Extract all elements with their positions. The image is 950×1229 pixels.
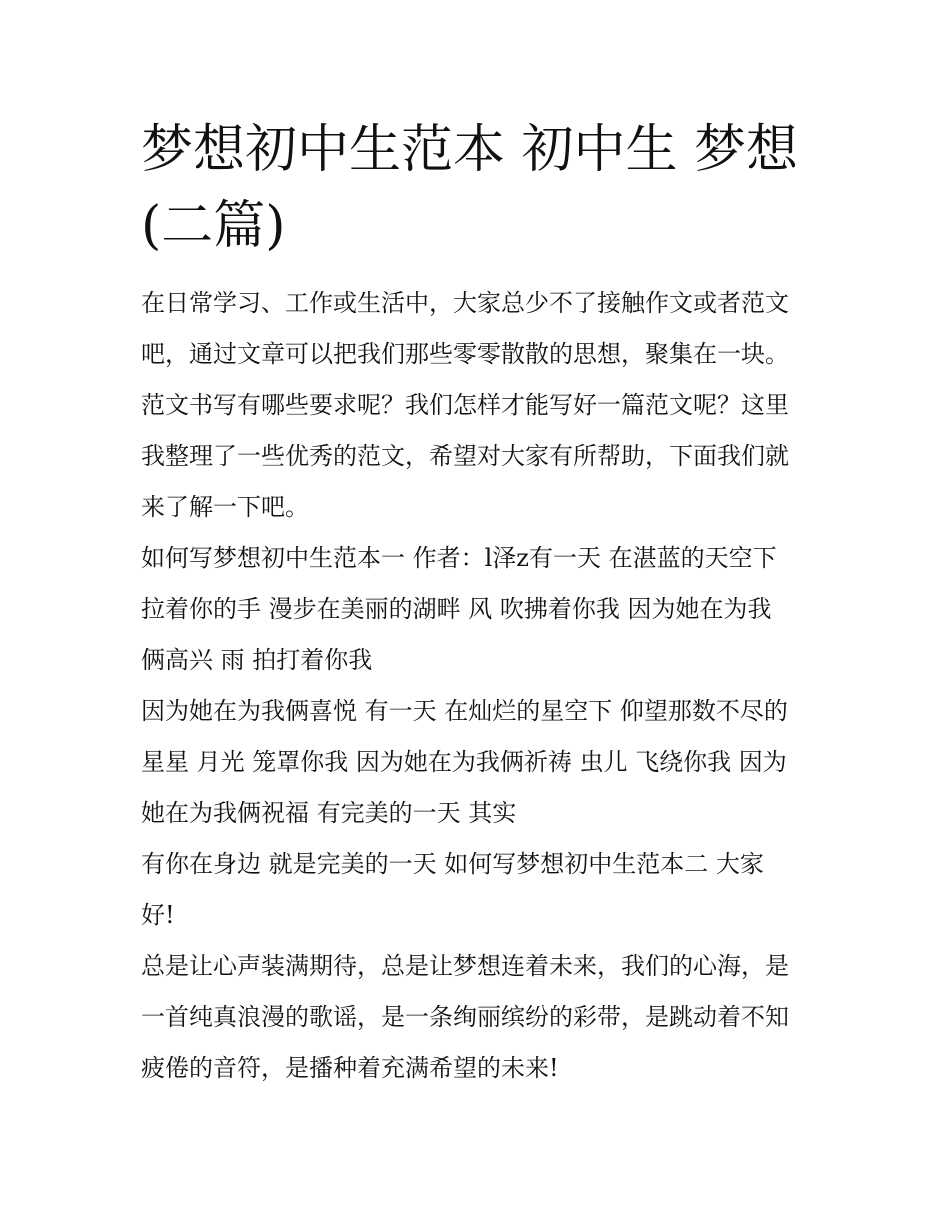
body-line: 如何写梦想初中生范本一 作者：l泽z有一天 在湛蓝的天空下 xyxy=(141,544,777,572)
body-line: 吧，通过文章可以把我们那些零零散散的思想，聚集在一块。 xyxy=(141,340,789,368)
body-line: 有你在身边 就是完美的一天 如何写梦想初中生范本二 大家 xyxy=(141,850,764,878)
body-line: 疲倦的音符，是播种着充满希望的未来! xyxy=(141,1054,559,1082)
document-title xyxy=(141,112,821,264)
body-line: 俩高兴 雨 拍打着你我 xyxy=(141,646,373,674)
body-line: 范文书写有哪些要求呢？我们怎样才能写好一篇范文呢？这里 xyxy=(141,391,789,419)
body-line: 星星 月光 笼罩你我 因为她在为我俩祈祷 虫儿 飞绕你我 因为 xyxy=(141,748,787,776)
body-line: 总是让心声装满期待，总是让梦想连着未来，我们的心海，是 xyxy=(141,952,789,980)
body-line: 来了解一下吧。 xyxy=(141,493,309,521)
body-line: 拉着你的手 漫步在美丽的湖畔 风 吹拂着你我 因为她在为我 xyxy=(141,595,772,623)
title-line: (二篇) xyxy=(141,196,286,256)
document-body xyxy=(141,278,821,1094)
body-line: 一首纯真浪漫的歌谣，是一条绚丽缤纷的彩带，是跳动着不知 xyxy=(141,1003,789,1031)
title-line: 梦想初中生范本 初中生 梦想 xyxy=(141,120,799,180)
body-line: 我整理了一些优秀的范文，希望对大家有所帮助，下面我们就 xyxy=(141,442,789,470)
body-line: 她在为我俩祝福 有完美的一天 其实 xyxy=(141,799,517,827)
body-line: 好! xyxy=(141,901,175,929)
body-line: 在日常学习、工作或生活中，大家总少不了接触作文或者范文 xyxy=(141,289,789,317)
body-line: 因为她在为我俩喜悦 有一天 在灿烂的星空下 仰望那数不尽的 xyxy=(141,697,788,725)
